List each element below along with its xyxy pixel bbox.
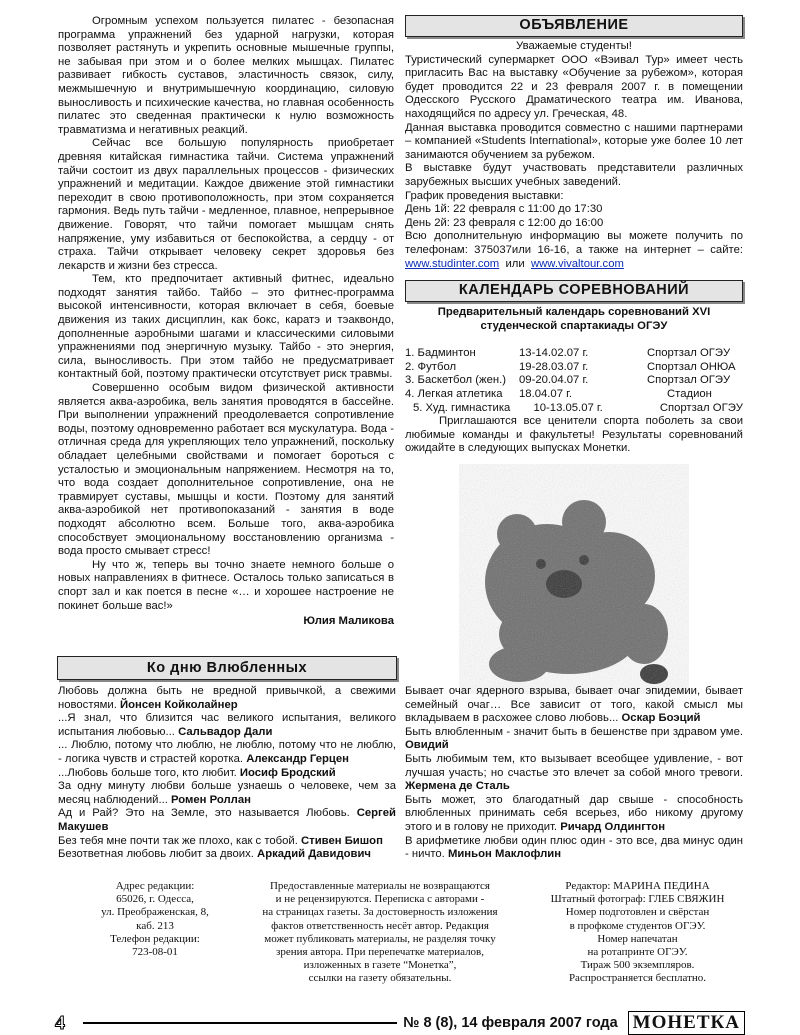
- valentine-banner: [57, 656, 397, 680]
- announcement-header: [405, 15, 743, 37]
- page-footer-bar: [55, 1012, 745, 1034]
- quote-author: Миньон Маклофлин: [447, 848, 562, 861]
- article-author: Юлия Маликова: [303, 615, 394, 628]
- quote: Бывает очаг ядерного взрыва, бывает очаг эпидемии, бывает семейный очаг… Все зависит от того, какой смысл мы вкладываем в расхожее слово любовь... Оскар Боэций: [405, 685, 743, 725]
- quote-author: Иосиф Бродский: [239, 766, 336, 779]
- schedule-day: День 1й: 22 февраля с 11:00 до 17:30: [405, 203, 603, 216]
- valentine-quotes-left: [58, 685, 396, 862]
- quote: Быть любимым тем, кто вызывает всеобщее удивление, - вот лучшая участь; но счастье это влечет за собой много тревоги. Жермена де Сталь: [405, 752, 743, 793]
- sport-place: Стадион: [667, 388, 712, 401]
- quote-author: Оскар Боэций: [621, 712, 701, 725]
- quote: В арифметике любви один плюс один - это все, два минус один - ничто. Миньон Маклофлин: [405, 834, 743, 861]
- quote-author: Овидий: [405, 739, 449, 752]
- quote-author: Сергей Макушев: [58, 807, 396, 833]
- page-number: 4: [55, 1011, 65, 1034]
- calendar-row: [405, 402, 743, 416]
- footer-divider: [83, 1022, 397, 1024]
- article-paragraph: Сейчас все большую популярность приобретает древняя китайская гимнастика тайчи. Система упражнений тайчи состоит из двух параллельных процессов - физических упражнений и медитации. Каждое движение этой гимнастики переходит в свою противоположность, при этом сохраняется гармония. Ведь путь тайчи - медленное, плавное, непрерывное движение. Говорят, что тайчи помогает мышцам снять напряжение, уму избавиться от беспокойства, а сердцу - от страха. Тайчи открывает человеку секрет здоровья без лекарств и жизни без стресса.: [58, 137, 394, 272]
- quote-author: Сальвадор Дали: [178, 725, 273, 738]
- sport-name: 4. Легкая атлетика: [405, 388, 503, 401]
- quote: ... Люблю, потому что люблю, не люблю, потому что не люблю, - логика чувств и страстей коротка. Александр Герцен: [58, 739, 396, 765]
- sport-name: 5. Худ. гимнастика: [413, 401, 511, 414]
- calendar-subtitle: Предварительный календарь соревнований XVI студенческой спартакиады ОГЭУ: [437, 306, 711, 332]
- issue-info: № 8 (8), 14 февраля 2007 года: [403, 1015, 618, 1031]
- sport-dates: 09-20.04.07 г.: [519, 374, 589, 387]
- quote: Без тебя мне почти так же плохо, как с тобой. Стивен Бишоп: [58, 834, 383, 847]
- contact-text: Всю дополнительную информацию вы можете получить по телефонам: 375037или 16-16, а также на интернет – сайте:: [405, 230, 743, 256]
- sport-dates: 19-28.03.07 г.: [519, 360, 589, 373]
- sport-name: 2. Футбол: [405, 360, 457, 373]
- calendar-row: [405, 347, 743, 361]
- quote: Безответная любовь любит за двоих. Аркадий Давидович: [58, 848, 371, 861]
- quote-author: Аркадий Давидович: [257, 848, 371, 861]
- announcement-paragraph: Данная выставка проводится совместно с нашими партнерами – компанией «Students International», которые уже более 10 лет занимаются обучением за рубежом.: [405, 121, 743, 161]
- teddy-bear-illustration: [459, 464, 689, 694]
- quote: ...Любовь больше того, кто любит. Иосиф Бродский: [58, 766, 336, 779]
- editorial-disclaimer: Предоставленные материалы не возвращаются и не рецензируются. Переписка с авторами - на страницах газеты. За достоверность изложения фактов ответственность несёт автор. Редакция может публиковать материалы, не разделяя точку зрения автора. При перепечатке материалов, изложенных в газете “Монетка”, ссылки на газету обязательны.: [262, 880, 498, 985]
- schedule-day: День 2й: 23 февраля с 12:00 до 16:00: [405, 216, 604, 229]
- quote-author: Ричард Олдингтон: [560, 820, 666, 833]
- quote: За одну минуту любви больше узнаешь о человеке, чем за месяц наблюдений... Ромен Роллан: [58, 780, 396, 806]
- sport-dates: 10-13.05.07 г.: [533, 401, 603, 414]
- quote: Быть может, это благодатный дар свыше - способность влюбленных принимать себя всерьез, ибо никому другому этого и в голову не приходит. Ричард Олдингтон: [405, 793, 743, 833]
- article-paragraph: Совершенно особым видом физической активности является аква-аэробика, вель занятия проводятся в бассейне. При выполнении упражнений преодолевается сопротивление воды, поэтому одновременно работает вся мускулатура. Вода - отличная среда для укрепляющих тело упражнений, поскольку обладает целебными свойствами и помогает бороться с усталостью и эмоциональным напряжением. Несмотря на то, что вода создает дополнительное сопротивление, она не травмирует суставы, мышцы и кости. Поэтому для занятий аква-аэробикой нет противопоказаний - занятия в воде подходят абсолютно всем. Больше того, аква-аэробика способствует эмоциональному восстановлению организма - вода просто смывает стресс!: [58, 382, 394, 558]
- link-separator: или: [505, 257, 525, 270]
- quote: ...Я знал, что близится час великого испытания, великого испытания любовью... Сальвадор Дали: [58, 712, 396, 738]
- sport-place: Спортзал ОНЮА: [647, 360, 736, 373]
- sport-dates: 13-14.02.07 г.: [519, 347, 589, 360]
- announcement-greeting: Уважаемые студенты!: [516, 40, 632, 52]
- calendar-row: [405, 388, 743, 402]
- announcement-paragraph: Туристический супермаркет ООО «Вэивал Тур» имеет честь пригласить Вас на выставку «Обучение за рубежом», которая будет проводится 22 и 23 февраля 2007 г. в помещении Одесского Русского Драматического театра им. Иванова, находящийся по адресу ул. Греческая, 48.: [405, 53, 743, 120]
- announcement-paragraph: [405, 230, 743, 271]
- sport-name: 3. Баскетбол (жен.): [405, 374, 507, 387]
- article-paragraph: Ну что ж, теперь вы точно знаете немного больше о новых направлениях в фитнесе. Осталось только записаться в спорт зал и как поется в песне «… и хорошее настроение не покинет больше вас!»: [58, 558, 394, 612]
- calendar-table: [405, 347, 743, 415]
- sport-dates: 18.04.07 г.: [519, 388, 572, 401]
- sport-name: 1. Бадминтон: [405, 347, 476, 360]
- sport-place: Спортзал ОГЭУ: [647, 347, 731, 360]
- calendar-header: [405, 280, 743, 302]
- valentine-section-header: [57, 656, 397, 680]
- valentine-quotes-right: [405, 685, 743, 862]
- editorial-credits: Редактор: МАРИНА ПЕДИНА Штатный фотограф: ГЛЕБ СВЯЖИН Номер подготовлен и свёрстан в профкоме студентов ОГЭУ. Номер напечатан на ротапринте ОГЭУ. Тираж 500 экземпляров. Распространяется бесплатно.: [550, 880, 725, 985]
- announcement-paragraph: В выставке будут участвовать представители различных зарубежных высших учебных заведений.: [405, 162, 743, 188]
- quote: Быть влюбленным - значит быть в бешенстве при здравом уме. Овидий: [405, 725, 743, 752]
- editorial-address: Адрес редакции: 65026, г. Одесса, ул. Преображенская, 8, каб. 213 Телефон редакции: 723-08-01: [101, 880, 209, 959]
- quote: Ад и Рай? Это на Земле, это называется Любовь. Сергей Макушев: [58, 807, 396, 833]
- quote-author: Йонсен Койколайнер: [119, 698, 238, 711]
- link-vivaltour[interactable]: www.vivaltour.com: [530, 257, 624, 270]
- schedule-title: График проведения выставки:: [405, 189, 564, 202]
- quote: Любовь должна быть не вредной привычкой, а свежими новостями. Йонсен Койколайнер: [58, 685, 396, 711]
- quote-author: Ромен Роллан: [171, 793, 251, 806]
- article-paragraph: Огромным успехом пользуется пилатес - безопасная программа упражнений без ударной нагрузки, которая позволяет растянуть и укрепить основные мышечные группы, не забывая при этом и о более мелких мышцах. Пилатес развивает гибкость суставов, эластичность связок, силу, межмышечную и внутримышечную координацию, силовую выносливость и психические качества, но главная особенность пилатес это сведенная практически к нулю возможность травматизма и негативных реакций.: [58, 15, 394, 136]
- valentine-title: Ко дню Влюбленных: [146, 660, 308, 676]
- calendar-row: [405, 374, 743, 388]
- calendar-title: КАЛЕНДАРЬ СОРЕВНОВАНИЙ: [458, 282, 690, 299]
- newspaper-logo: МОНЕТКА: [628, 1011, 745, 1035]
- calendar-row: [405, 361, 743, 375]
- article-paragraph: Тем, кто предпочитает активный фитнес, идеально подходят занятия тайбо. Тайбо – это фитнес-программа высокой интенсивности, которая включает в себя, боевые движения из таких дисциплин, как бокс, каратэ и тэаквондо, дополненные аэробными шагами и классическими силовыми упражнениями под энергичную музыку. Тайбо - это энергия, сила, выносливость. При этом тайбо не предусматривает контактный бой, поэтому практически отсутствует риск травмы.: [58, 273, 394, 381]
- quote-author: Жермена де Сталь: [405, 780, 510, 793]
- quote-author: Александр Герцен: [246, 752, 349, 765]
- sport-place: Спортзал ОГЭУ: [647, 374, 731, 387]
- right-column: [405, 15, 743, 700]
- calendar-note: Приглашаются все ценители спорта поболеть за свои любимые команды и факультеты! Результаты соревнований ожидайте в следующих выпусках Монетки.: [405, 415, 743, 455]
- quote-author: Стивен Бишоп: [301, 834, 383, 847]
- announcement-title: ОБЪЯВЛЕНИЕ: [519, 17, 629, 34]
- sport-place: Спортзал ОГЭУ: [659, 401, 743, 414]
- link-studinter[interactable]: www.studinter.com: [405, 257, 500, 270]
- fitness-article: [58, 15, 394, 629]
